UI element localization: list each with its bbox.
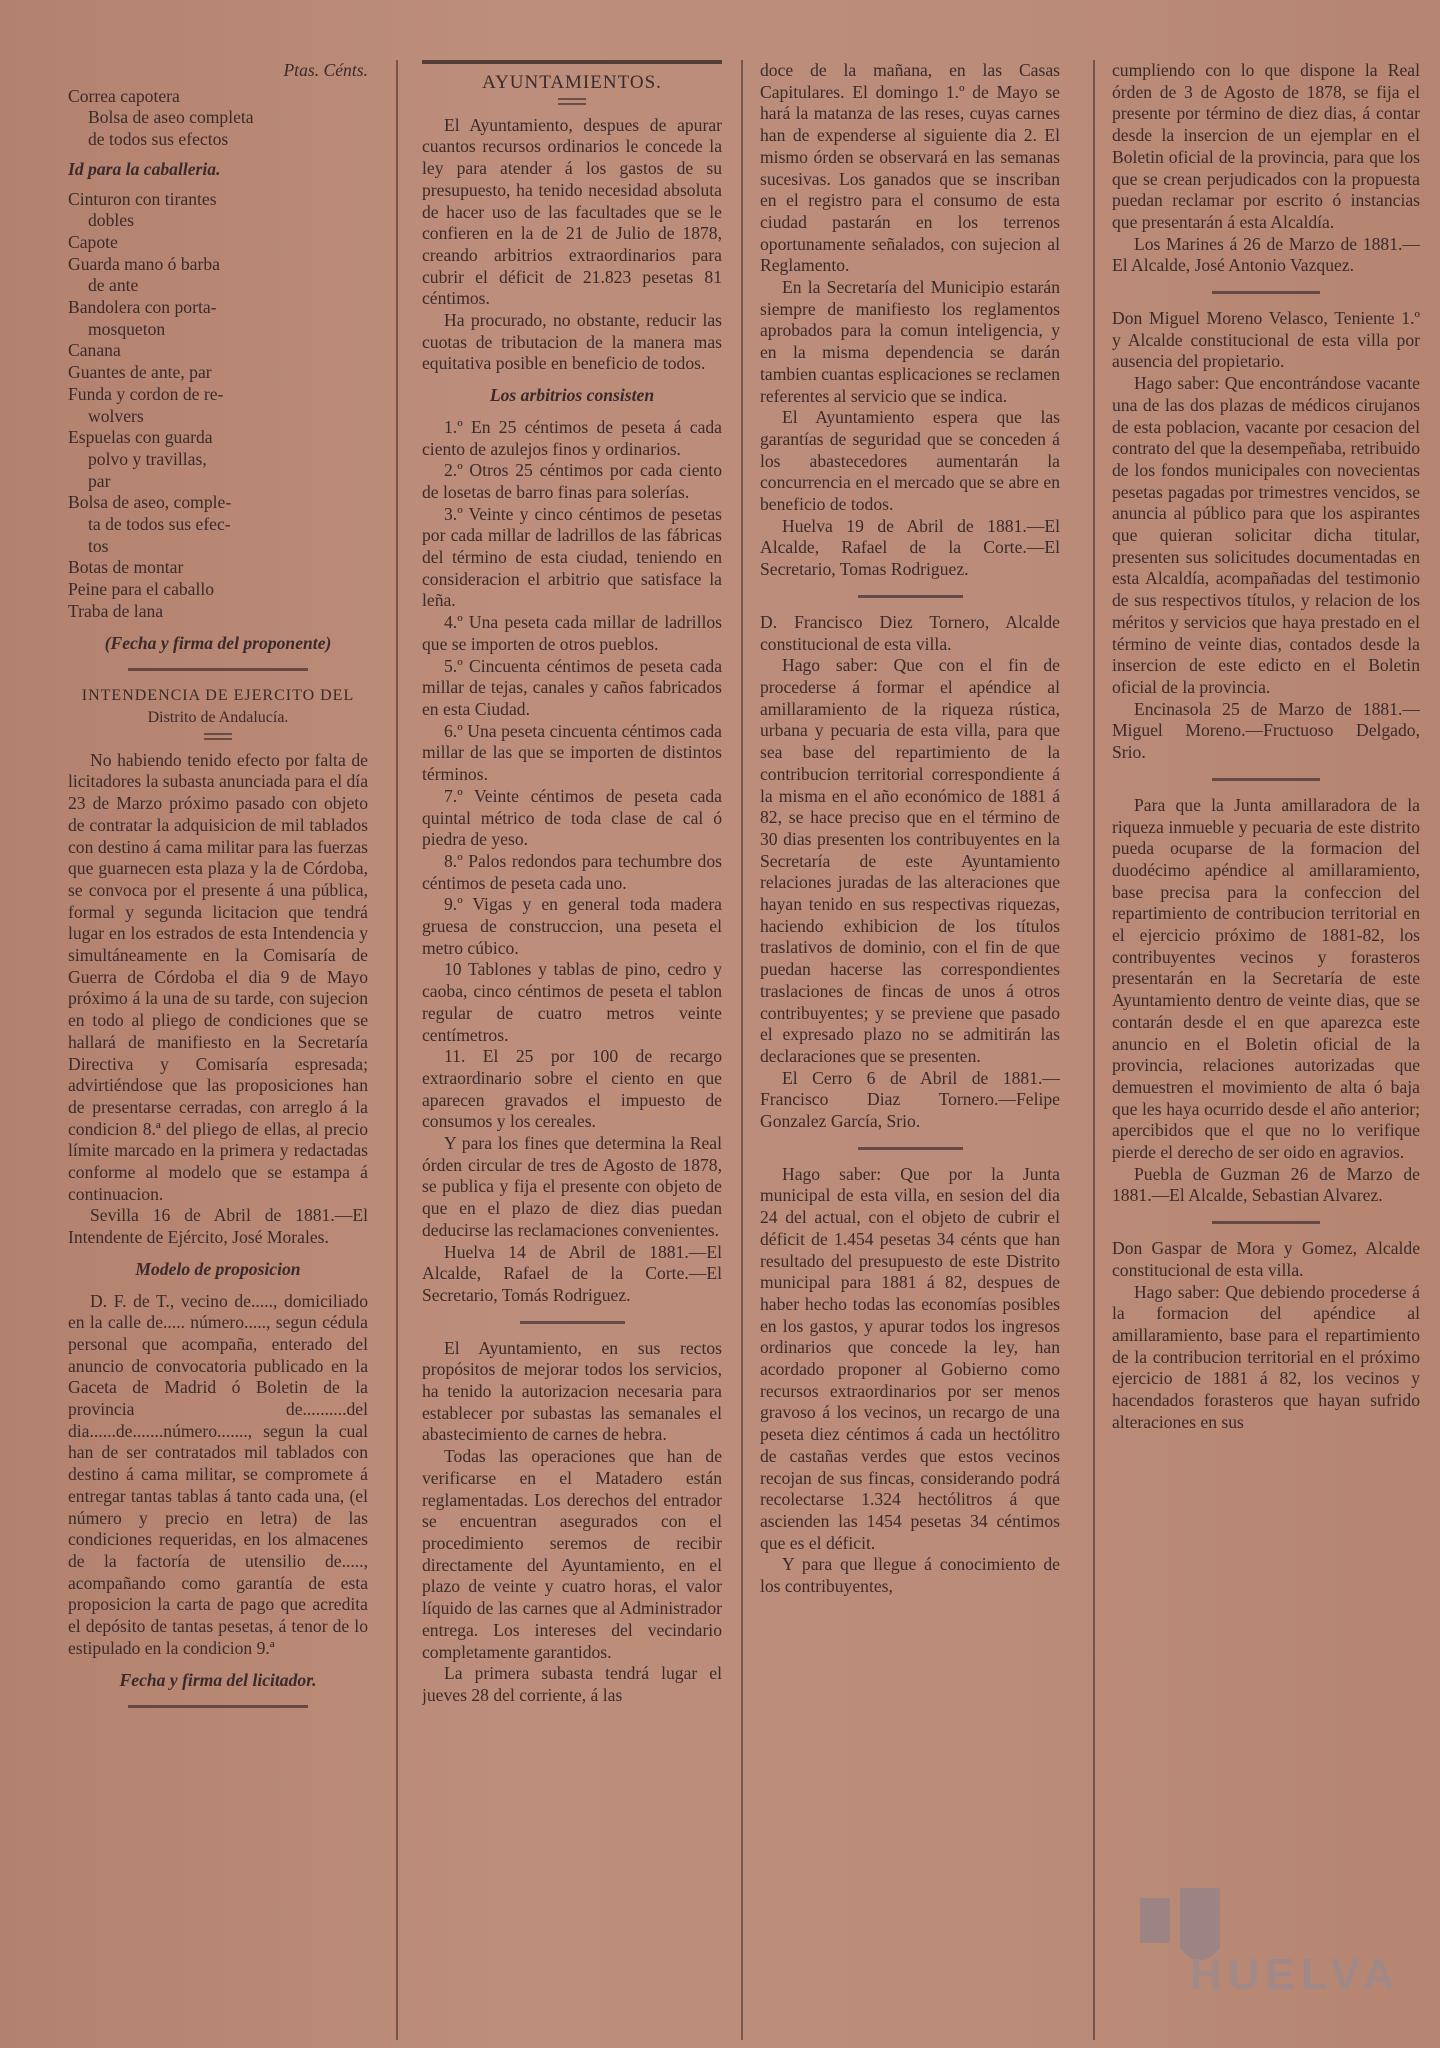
list-item-label: Bolsa de aseo, comple- <box>68 492 232 513</box>
edict-body: Hago saber: Que por la Junta municipal de esta villa, en sesion del dia 24 del actual, con el objeto de cubrir el déficit de 1.454 pesetas 34 cénts que han resultado del presupuesto de este Distrito municipal para 1881 á 82, despues de haber hecho todas las economías posibles en los gastos, y apurar todos los ingresos ordinarios que concede la ley, han acordado proponer al Gobierno como recursos extraordinarios por ser menos gravoso á los vecinos, un recargo de una peseta diez céntimos á cada un hectólitro de castañas verdes que estos vecinos recojan de sus fincas, considerando podrá recolectarse 1.324 hectólitros á que ascienden las 1454 pesetas 34 céntimos que es el déficit. <box>760 1163 1060 1553</box>
model-body: D. F. de T., vecino de....., domiciliado en la calle de..... número....., segun cédula personal que acompaña, enterado del anuncio de convocatoria publicado en la Gaceta de Madrid ó Boletin de la provincia de..........del dia......de.......número......., segun la cual han de ser contratados mil tablados con destino á cama militar, se compromete á entregar tantas tablas á tanto cada una, (el número y precio en letra) de las condiciones requeridas, en los almacenes de la factoría de utensilio de....., acompañando como garantía de esta proposicion la carta de pago que acredita el depósito de tantas pesetas, á tenor de lo estipulado en la condicion 9.ª <box>68 1290 368 1658</box>
edict-body: Hago saber: Que debiendo procederse á la formacion del apéndice al amillaramiento, base para el repartimiento de la contribucion territorial en el próximo ejercicio de 1881 á 82, los vecinos y hacendados forasteros que hayan sufrido alteraciones en sus <box>1112 1281 1420 1432</box>
list-item-label: Guarda mano ó barba <box>68 253 220 274</box>
list-item <box>68 210 368 232</box>
list-item <box>68 536 368 558</box>
list-item-label: dobles <box>88 210 134 231</box>
list-item <box>68 427 368 449</box>
arbitrio-item: 7.º Veinte céntimos de peseta cada quintal métrico de toda clase de cal ó piedra de yeso. <box>422 785 722 850</box>
top-rule <box>422 60 722 64</box>
edict-heading: Don Miguel Moreno Velasco, Teniente 1.º y Alcalde constitucional de esta villa por ausencia del propietario. <box>1112 308 1420 372</box>
list-item-label: Correa capotera <box>68 85 180 106</box>
list-item-label: tos <box>88 535 109 556</box>
list-item <box>68 86 368 108</box>
list-item-label: Guantes de ante, par <box>68 362 212 383</box>
list-subheading <box>68 159 368 181</box>
list-item <box>68 471 368 493</box>
edict-heading: Don Gaspar de Mora y Gomez, Alcalde constitucional de esta villa. <box>1112 1238 1420 1280</box>
list-item <box>68 232 368 254</box>
list-item <box>68 492 368 514</box>
arbitrio-item: 8.º Palos redondos para techumbre dos céntimos de peseta cada uno. <box>422 850 722 893</box>
list-item <box>68 406 368 428</box>
column-3 <box>760 60 1060 1598</box>
ayto-signature: Huelva 14 de Abril de 1881.—El Alcalde, Rafael de la Corte.—El Secretario, Tomás Rodriguez. <box>422 1241 722 1305</box>
section-title: AYUNTAMIENTOS. <box>482 72 662 93</box>
edict-body: cumpliendo con lo que dispone la Real órden de 3 de Agosto de 1878, se fija el presente por término de diez dias, á contar desde la insercion de un ejemplar en el Boletin oficial de la provincia, para que los que se crean perjudicados con la propuesta puedan reclamar por escrito ó instancias que presentarán á esta Alcaldía. <box>1112 60 1420 232</box>
ayto-paragraph: El Ayuntamiento espera que las garantías de seguridad que se conceden á los abastecedores aumentarán la concurrencia en el mercado que se abre en beneficio de todos. <box>760 407 1060 515</box>
ayto-paragraph: Todas las operaciones que han de verificarse en el Matadero están reglamentadas. Los derechos del entrador se encuentran asegurados con el procedimiento seremos de recibir directamente del Ayuntamiento, en el plazo de veinte y cuatro horas, el valor líquido de las carnes que al Administrador entrega. Los intereses del vecindario completamente garantidos. <box>422 1446 722 1662</box>
column-2 <box>422 60 722 1707</box>
column-rule <box>1093 60 1095 2040</box>
arbitrio-item: 9.º Vigas y en general toda madera gruesa de construccion, una peseta el metro cúbico. <box>422 894 722 958</box>
list-item-label: ta de todos sus efec- <box>88 514 231 535</box>
archive-watermark <box>1120 1878 1401 2008</box>
list-item-label: Id para la caballeria. <box>68 158 221 179</box>
ayto-paragraph: Ha procurado, no obstante, reducir las cuotas de tributacion de la manera mas equitativa posible en beneficio de todos. <box>422 310 722 374</box>
list-item-label: Cinturon con tirantes <box>68 188 217 209</box>
model-heading: Modelo de proposicion <box>135 1258 301 1279</box>
list-item-label: Bolsa de aseo completa <box>88 107 254 128</box>
bidder-signature: Fecha y firma del licitador. <box>119 1669 317 1690</box>
list-item-label: Botas de montar <box>68 557 184 578</box>
arbitrio-item: 5.º Cincuenta céntimos de peseta cada millar de tejas, canales y caños fabricados en esta Ciudad. <box>422 655 722 719</box>
edict-heading: D. Francisco Diez Tornero, Alcalde constitucional de esta villa. <box>760 611 1060 654</box>
list-item-label: Peine para el caballo <box>68 579 215 600</box>
edict-signature: Puebla de Guzman 26 de Marzo de 1881.—El Alcalde, Sebastian Alvarez. <box>1112 1163 1420 1206</box>
ayto-signature: Huelva 19 de Abril de 1881.—El Alcalde, Rafael de la Corte.—El Secretario, Tomas Rodriguez. <box>760 515 1060 580</box>
list-item <box>68 384 368 406</box>
edict-body: Hago saber: Que encontrándose vacante una de las dos plazas de médicos cirujanos de esta poblacion, vacante por cesacion del contrato del que la desempeñaba, retribuido de los fondos municipales con novecientas pesetas pagadas por trimestres vencidos, se anuncia al público para que los aspirantes que quieran solicitar dicha titular, presenten sus solicitudes documentadas en esta Alcaldía, acompañadas del testimonio de sus respectivos títulos, y relacion de los méritos y servicios que haya prestado en el término de veinte dias, contados desde la insercion de este edicto en el Boletin oficial de la provincia. <box>1112 373 1420 697</box>
list-item-label: Espuelas con guarda <box>68 427 213 448</box>
separator <box>520 1321 625 1324</box>
list-item <box>68 579 368 601</box>
edict-signature: El Cerro 6 de Abril de 1881.—Francisco Diaz Tornero.—Felipe Gonzalez García, Srio. <box>760 1067 1060 1132</box>
intendencia-signature: Sevilla 16 de Abril de 1881.—El Intendente de Ejército, José Morales. <box>68 1205 368 1248</box>
edict-body: Para que la Junta amillaradora de la riqueza inmueble y pecuaria de este distrito pueda ocuparse de la formacion del duodécimo apéndice al amillaramiento, base precisa para la confeccion del repartimiento de contribucion territorial en el ejercicio próximo de 1881-82, los contribuyentes vecinos y forasteros presentarán en la Secretaría de este Ayuntamiento dentro de veinte dias, que se contarán desde el en que aparezca este anuncio en el Boletin oficial de la provincia, relaciones autorizadas que demuestren el movimiento de alta ó baja que les haya ocurrido desde el año anterior; apercibidos que el que no lo verifique pierde el derecho de ser oido en agravios. <box>1112 794 1420 1163</box>
ayto-paragraph: El Ayuntamiento, en sus rectos propósitos de mejorar todos los servicios, ha tenido la autorizacion necesaria para establecer por subastas las semanales el abastecimiento de carnes de hebra. <box>422 1337 722 1445</box>
column-1 <box>68 60 368 1722</box>
column-rule <box>396 60 398 2040</box>
list-item-label: wolvers <box>88 405 144 426</box>
list-item <box>68 319 368 341</box>
list-item-label: Funda y cordon de re- <box>68 383 224 404</box>
separator <box>1212 291 1320 294</box>
edict-signature: Encinasola 25 de Marzo de 1881.—Miguel Moreno.—Fructuoso Delgado, Srio. <box>1112 698 1420 763</box>
arbitrio-item: 1.º En 25 céntimos de peseta á cada ciento de azulejos finos y ordinarios. <box>422 416 722 459</box>
list-item-label: Bandolera con porta- <box>68 297 217 318</box>
separator <box>204 733 232 740</box>
list-item-label: polvo y travillas, <box>88 448 207 469</box>
edict-body: Hago saber: Que con el fin de procederse á formar el apéndice al amillaramiento de la riqueza rústica, urbana y pecuaria de esta villa, para que sea base del repartimiento de la contribucion territorial correspondiente á la misma en el año económico de 1881 á 82, se hace preciso que en el término de 30 dias presenten los contribuyentes en la Secretaría de este Ayuntamiento relaciones juradas de las alteraciones que hayan tenido en sus respectivas riquezas, haciendo exhibicion de los títulos traslativos de dominio, con el fin de que puedan hacerse las correspondientes traslaciones de fincas de unos á otros contribuyentes; y se previene que pasado el expresado plazo no se admitirán las declaraciones que se presenten. <box>760 655 1060 1066</box>
separator <box>558 98 586 105</box>
column-4 <box>1112 60 1420 1433</box>
arbitrio-item: 3.º Veinte y cinco céntimos de pesetas por cada millar de ladrillos de las fábricas del término de esta ciudad, teniendo en consideracion el arbitrio que satisface la leña. <box>422 503 722 611</box>
list-item <box>68 601 368 623</box>
list-item-label: par <box>88 470 111 491</box>
list-item <box>68 107 368 129</box>
list-item <box>68 340 368 362</box>
separator <box>1212 1221 1320 1224</box>
price-header: Ptas. Cénts. <box>283 60 368 80</box>
list-item-label: mosqueton <box>88 318 166 339</box>
arbitrio-item: 6.º Una peseta cincuenta céntimos cada millar de las que se importen de distintos términos. <box>422 720 722 785</box>
arbitrio-item: 4.º Una peseta cada millar de ladrillos que se importen de otros pueblos. <box>422 612 722 654</box>
edict-body: Y para que llegue á conocimiento de los contribuyentes, <box>760 1554 1060 1597</box>
arbitrios-subtitle: Los arbitrios consisten <box>489 385 655 406</box>
separator <box>128 1705 308 1708</box>
list-item <box>68 449 368 471</box>
separator <box>128 668 308 671</box>
list-item <box>68 129 368 151</box>
arbitrio-item: 10 Tablones y tablas de pino, cedro y caoba, cinco céntimos de peseta el tablon regular de cuatro metros veinte centímetros. <box>422 959 722 1045</box>
list-item <box>68 189 368 211</box>
list-item <box>68 275 368 297</box>
list-item <box>68 514 368 536</box>
list-item-label: Traba de lana <box>68 600 164 621</box>
list-item <box>68 254 368 276</box>
arbitrios-list <box>422 417 722 1133</box>
ayto-paragraph: La primera subasta tendrá lugar el jueves 28 del corriente, á las <box>422 1663 722 1705</box>
intendencia-title: INTENDENCIA DE EJERCITO DEL <box>81 687 355 705</box>
list-item-label: Canana <box>68 340 121 361</box>
list-item-label: Capote <box>68 231 118 252</box>
separator <box>1212 778 1320 781</box>
list-item <box>68 557 368 579</box>
column-rule <box>741 60 743 2040</box>
list-item <box>68 362 368 384</box>
list-item-label: de ante <box>88 275 139 296</box>
arbitrio-item: 2.º Otros 25 céntimos por cada ciento de losetas de barro finas para solerías. <box>422 460 722 502</box>
ayto-paragraph: En la Secretaría del Municipio estarán siempre de manifiesto los reglamentos aprobados para la comun inteligencia, y en la misma dependencia se darán tambien cuantas esplicaciones se reclamen referentes al servicio que se indica. <box>760 277 1060 406</box>
list-item-label: de todos sus efectos <box>88 129 229 150</box>
equipment-list <box>68 86 368 623</box>
list-item <box>68 297 368 319</box>
ayto-paragraph: doce de la mañana, en las Casas Capitulares. El domingo 1.º de Mayo se hará la matanza de las reses, cuyas carnes han de expenderse al siguiente dia 2. El mismo órden se observará en las semanas sucesivas. Los ganados que se inscriban en el registro para el consumo de esta ciudad pastarán en los terrenos oportunamente señalados, con sujecion al Reglamento. <box>760 60 1060 276</box>
watermark-text: HUELVA <box>1190 1950 1401 1999</box>
intendencia-body: No habiendo tenido efecto por falta de licitadores la subasta anunciada para el día 23 de Marzo próximo pasado con objeto de contratar la adquisicion de mil tablados con destino á cama militar para las fuerzas que guarnecen esta plaza y la de Córdoba, se convoca por el presente á una pública, formal y segunda licitacion que tendrá lugar en los estrados de esta Intendencia y simultáneamente en la Comisaría de Guerra de Córdoba el dia 9 de Mayo próximo á la una de su tarde, con sujecion en todo al pliego de condiciones que se hallará de manifiesto en la Secretaría Directiva y Comisaría espresada; advirtiéndose que las proposiciones han de presentarse cerradas, con arreglo á la condicion 8.ª del pliego de ellas, al precio límite marcado en la primera y redactadas conforme al modelo que se estampa á continuacion. <box>68 749 368 1204</box>
arbitrio-item: 11. El 25 por 100 de recargo extraordinario sobre el ciento en que aparecen gravados el impuesto de consumos y los cereales. <box>422 1046 722 1132</box>
separator <box>858 595 963 598</box>
edict-signature: Los Marines á 26 de Marzo de 1881.—El Alcalde, José Antonio Vazquez. <box>1112 233 1420 276</box>
proponent-signature: (Fecha y firma del proponente) <box>104 632 332 653</box>
ayto-paragraph: Y para los fines que determina la Real órden circular de tres de Agosto de 1878, se publica y fija el presente con objeto de que en el plazo de diez dias puedan deducirse las reclamaciones convenientes. <box>422 1133 722 1240</box>
separator <box>858 1147 963 1150</box>
intendencia-subtitle: Distrito de Andalucía. <box>147 708 289 726</box>
ayto-paragraph: El Ayuntamiento, despues de apurar cuantos recursos ordinarios le concede la ley para atender á los gastos de su presupuesto, ha tenido necesidad absoluta de hacer uso de las facultades que se le confieren en la de 21 de Julio de 1878, creando arbitrios extraordinarios para cubrir el déficit de 21.823 pesetas 81 céntimos. <box>422 114 722 309</box>
